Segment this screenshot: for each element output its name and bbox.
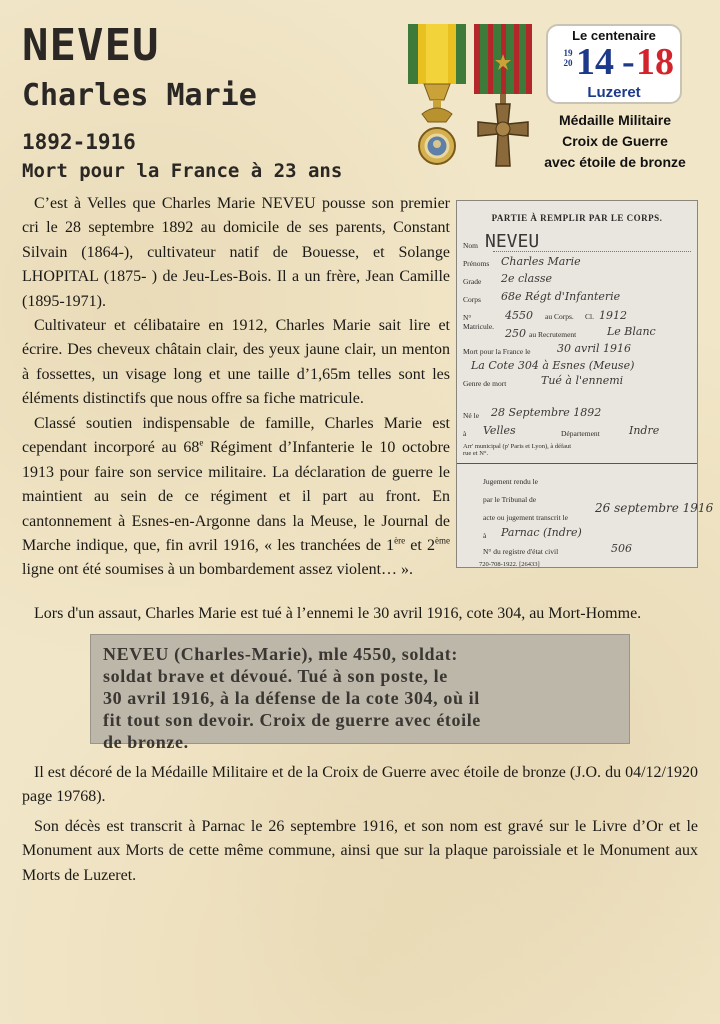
text-run: et 2 [405, 537, 436, 555]
card-label: Arr' municipal (p' Paris et Lyon), à défaut rue et N°. [463, 443, 572, 457]
logo-number-14: 14 [576, 41, 614, 83]
text-run: Régiment d’Infanterie le 10 octobre 1913 pour faire son service militaire. La déclaration de guerre le maintient au sein de ce régiment et il part au front. En cantonnement à Esnes-en-Argonne dans la Meuse, le Journal de Marche indique, que, fin avril 1916, « les tranchées de 1 [22, 439, 450, 555]
card-label: N° Matricule. [463, 313, 495, 331]
card-value-registre: 506 [611, 542, 632, 555]
card-value-grade: 2e classe [501, 272, 553, 285]
card-footer: 720-708-1922. [26433] [479, 561, 540, 568]
centenaire-logo [546, 24, 682, 104]
card-rule [493, 251, 691, 252]
card-label: Nom [463, 241, 478, 250]
card-value-classe: 1912 [599, 309, 627, 322]
superscript: ère [394, 535, 406, 546]
logo-number-18: 18 [636, 41, 674, 83]
logo-year-b: 20 [563, 58, 573, 68]
paragraph-memorial: Son décès est transcrit à Parnac le 26 septembre 1916, et son nom est gravé sur le Livre d’Or et le Monument aux Morts de cette même commune, ainsi que sur la plaque paroissiale et le Monument aux Morts de Luzeret. [22, 818, 698, 884]
citation-line: 30 avril 1916, à la défense de la cote 304, où il [103, 688, 480, 708]
award-line: Croix de Guerre [562, 133, 668, 149]
card-label: N° du registre d'état civil [483, 547, 559, 556]
person-surname: NEVEU [22, 20, 160, 71]
logo-year-a: 19 [563, 48, 573, 58]
card-value-matricule: 4550 [505, 309, 533, 322]
citation-clipping [90, 634, 630, 752]
text-run: ligne ont été soumises à un bombardement assez violent… ». [22, 561, 414, 579]
paragraph-birth: C’est à Velles que Charles Marie NEVEU pousse son premier cri le 28 septembre 1892 au domicile de ses parents, Constant Silvain (1864-), cultivateur natif de Bouesse, et Solange LHOPITAL (1875- ) de Jeu-Les-Bois. Il a un frère, Jean Camille (1895-1971). [22, 195, 450, 310]
card-value-transcription-place: Parnac (Indre) [501, 526, 582, 539]
card-value-bureau: Le Blanc [607, 325, 656, 338]
card-value-birth-place: Velles [483, 424, 516, 437]
citation-line: NEVEU (Charles-Marie), mle 4550, soldat: [103, 644, 458, 664]
paragraph-decorations: Il est décoré de la Médaille Militaire et de la Croix de Guerre avec étoile de bronze (J.O. du 04/12/1920 page 19768). [22, 764, 698, 806]
card-value-birth-date: 28 Septembre 1892 [491, 406, 602, 419]
citation-line: soldat brave et dévoué. Tué à son poste, le [103, 666, 448, 686]
card-label: acte ou jugement transcrit le [483, 513, 568, 522]
card-value-surname: NEVEU [485, 231, 540, 252]
card-label: Né le [463, 411, 480, 420]
card-separator [457, 463, 697, 464]
text-run: Classé soutien indispensable de famille, Charles Marie est cependant incorporé au 68 [22, 415, 450, 457]
award-line: avec étoile de bronze [544, 154, 686, 170]
death-subtitle: Mort pour la France à 23 ans [22, 160, 343, 182]
card-value-death-type: Tué à l'ennemi [541, 374, 624, 387]
croix-de-guerre-icon [474, 24, 532, 166]
card-label: à [463, 429, 467, 438]
awards-caption [532, 110, 698, 173]
card-value-death-place: La Cote 304 à Esnes (Meuse) [471, 359, 635, 372]
card-label: Mort pour la France le [463, 347, 531, 356]
medals-image [406, 22, 534, 172]
death-record-card [456, 200, 714, 568]
card-label: Cl. [585, 312, 594, 321]
card-value-departement: Indre [629, 424, 660, 437]
life-dates: 1892-1916 [22, 130, 136, 154]
card-header: PARTIE À REMPLIR PAR LE CORPS. [491, 213, 663, 223]
card-value-given: Charles Marie [501, 255, 581, 268]
citation-line: de bronze. [103, 732, 189, 752]
card-label: au Recrutement [529, 330, 577, 339]
card-label: Prénoms [463, 259, 490, 268]
card-value-transcription-date: 26 septembre 1916 [595, 501, 714, 515]
medaille-militaire-icon [408, 24, 466, 164]
card-label: Département [561, 429, 600, 438]
citation-line: fit tout son devoir. Croix de guerre avec étoile [103, 710, 481, 730]
card-label: Corps [463, 295, 481, 304]
paragraph-death: Lors d'un assaut, Charles Marie est tué à l’ennemi le 30 avril 1916, cote 304, au Mort-Homme. [34, 605, 642, 622]
card-value-death-date: 30 avril 1916 [557, 342, 632, 355]
card-label: par le Tribunal de [483, 495, 537, 504]
logo-century [558, 48, 578, 68]
logo-dash: - [622, 41, 635, 83]
person-given-names: Charles Marie [22, 78, 257, 113]
card-value-corps: 68e Régt d'Infanterie [501, 290, 621, 303]
paragraph-service [22, 412, 450, 583]
card-label: à [483, 531, 487, 540]
superscript: ème [435, 535, 451, 546]
logo-title: Le centenaire [572, 28, 656, 43]
paragraph-description: Cultivateur et célibataire en 1912, Charles Marie sait lire et écrire. Des cheveux châtain clair, des yeux jaune clair, un menton à fossettes, un visage long et une taille d’1,65m telles sont les éléments distinctifs que nous offre sa fiche matricule. [22, 317, 450, 408]
superscript: e [199, 438, 204, 449]
card-label: Genre de mort [463, 379, 507, 388]
logo-place: Luzeret [587, 84, 641, 101]
card-label: Jugement rendu le [483, 477, 538, 486]
card-label: au Corps. [545, 312, 574, 321]
award-line: Médaille Militaire [558, 112, 672, 128]
card-label: Grade [463, 277, 482, 286]
card-value-recrutement: 250 [505, 327, 526, 340]
